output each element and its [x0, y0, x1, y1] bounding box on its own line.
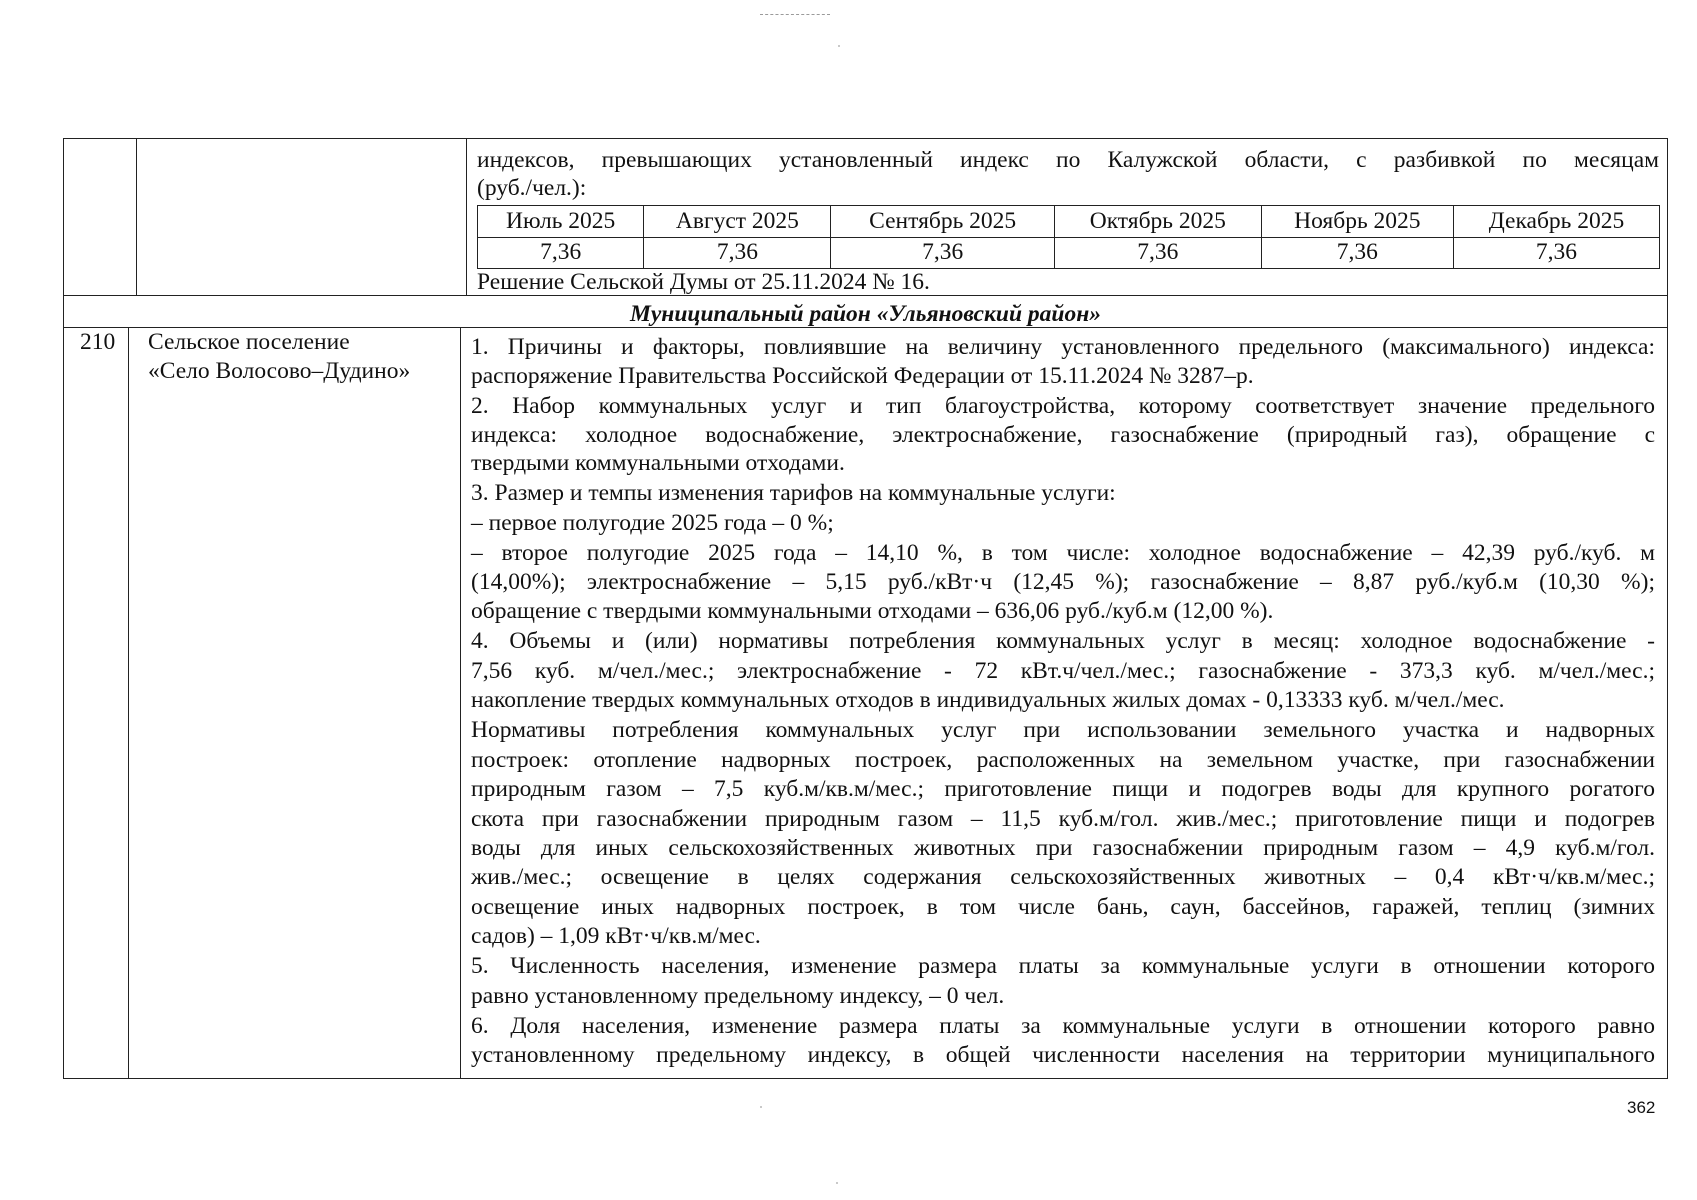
row-number: 210	[80, 329, 116, 355]
column-divider	[128, 327, 129, 1079]
month-header: Ноябрь 2025	[1261, 206, 1453, 238]
body-line: 3. Размер и темпы изменения тарифов на коммунальные услуги:	[471, 480, 1116, 506]
month-value: 7,36	[1261, 237, 1453, 269]
month-value: 7,36	[1054, 237, 1261, 269]
continuation-line: индексов, превышающих установленный индекс по Калужской области, с разбивкой по месяцам	[477, 147, 1659, 173]
body-line: построек: отопление надворных построек, расположенных на земельном участке, при газоснабжении	[471, 747, 1655, 773]
months-table	[477, 205, 1660, 269]
month-value: 7,36	[644, 237, 831, 269]
scan-artifact-dot	[838, 45, 840, 47]
month-header: Сентябрь 2025	[831, 206, 1054, 238]
body-line: 6. Доля населения, изменение размера платы за коммунальные услуги в отношении которого равно	[471, 1013, 1655, 1039]
body-line: 7,56 куб. м/чел./мес.; электроснабжение - 72 кВт.ч/чел./мес.; газоснабжение - 373,3 куб. м/чел./мес.;	[471, 658, 1655, 684]
settlement-name: Сельское поселение	[148, 329, 350, 355]
body-line: обращение с твердыми коммунальными отходами – 636,06 руб./куб.м (12,00 %).	[471, 598, 1274, 624]
body-line: скота при газоснабжении природным газом – 11,5 куб.м/гол. жив./мес.; приготовление пищи и подогрев	[471, 806, 1655, 832]
month-value: 7,36	[1453, 237, 1659, 269]
decision-text: Решение Сельской Думы от 25.11.2024 № 16.	[477, 269, 930, 295]
column-divider	[136, 138, 137, 295]
body-line: – второе полугодие 2025 года – 14,10 %, в том числе: холодное водоснабжение – 42,39 руб./куб. м	[471, 540, 1655, 566]
scan-artifact-dot	[760, 1106, 762, 1108]
body-line: жив./мес.; освещение в целях содержания сельскохозяйственных животных – 0,4 кВт·ч/кв.м/мес.;	[471, 864, 1655, 890]
body-line: (14,00%); электроснабжение – 5,15 руб./кВт·ч (12,45 %); газоснабжение – 8,87 руб./куб.м (10,30 %);	[471, 569, 1655, 595]
body-line: природным газом – 7,5 куб.м/кв.м/мес.; приготовление пищи и подогрев воды для крупного рогатого	[471, 776, 1655, 802]
column-divider	[466, 138, 467, 295]
body-line: твердыми коммунальными отходами.	[471, 450, 845, 476]
table-row	[478, 237, 1660, 269]
month-value: 7,36	[478, 237, 644, 269]
body-line: индекса: холодное водоснабжение, электроснабжение, газоснабжение (природный газ), обращение с	[471, 422, 1655, 448]
scan-artifact-line	[760, 14, 830, 16]
table-row	[478, 206, 1660, 238]
month-header: Август 2025	[644, 206, 831, 238]
body-line: 2. Набор коммунальных услуг и тип благоустройства, которому соответствует значение предельного	[471, 393, 1655, 419]
page-number: 362	[1627, 1098, 1656, 1117]
body-line: Нормативы потребления коммунальных услуг при использовании земельного участка и надворных	[471, 717, 1655, 743]
month-value: 7,36	[831, 237, 1054, 269]
body-line: 1. Причины и факторы, повлиявшие на величину установленного предельного (максимального) индекса:	[471, 334, 1655, 360]
body-line: садов) – 1,09 кВт·ч/кв.м/мес.	[471, 923, 761, 949]
body-line: накопление твердых коммунальных отходов в индивидуальных жилых домах - 0,13333 куб. м/чел./мес.	[471, 687, 1505, 713]
body-line: освещение иных надворных построек, в том числе бань, саун, бассейнов, гаражей, теплиц (зимних	[471, 894, 1655, 920]
body-line: воды для иных сельскохозяйственных животных при газоснабжении природным газом – 4,9 куб.м/гол.	[471, 835, 1655, 861]
body-line: 5. Численность населения, изменение размера платы за коммунальные услуги в отношении которого	[471, 953, 1655, 979]
scan-artifact-dot	[836, 1182, 838, 1184]
column-divider	[460, 327, 461, 1079]
body-line: равно установленному предельному индексу, – 0 чел.	[471, 983, 1005, 1009]
body-line: – первое полугодие 2025 года – 0 %;	[471, 510, 834, 536]
settlement-name: «Село Волосово–Дудино»	[148, 358, 411, 384]
body-line: 4. Объемы и (или) нормативы потребления коммунальных услуг в месяц: холодное водоснабжение -	[471, 628, 1655, 654]
continuation-line: (руб./чел.):	[477, 175, 587, 201]
body-line: распоряжение Правительства Российской Федерации от 15.11.2024 № 3287–р.	[471, 363, 1254, 389]
month-header: Декабрь 2025	[1453, 206, 1659, 238]
month-header: Октябрь 2025	[1054, 206, 1261, 238]
body-line: установленному предельному индексу, в общей численности населения на территории муниципального	[471, 1042, 1655, 1068]
section-title: Муниципальный район «Ульяновский район»	[629, 301, 1102, 327]
month-header: Июль 2025	[478, 206, 644, 238]
